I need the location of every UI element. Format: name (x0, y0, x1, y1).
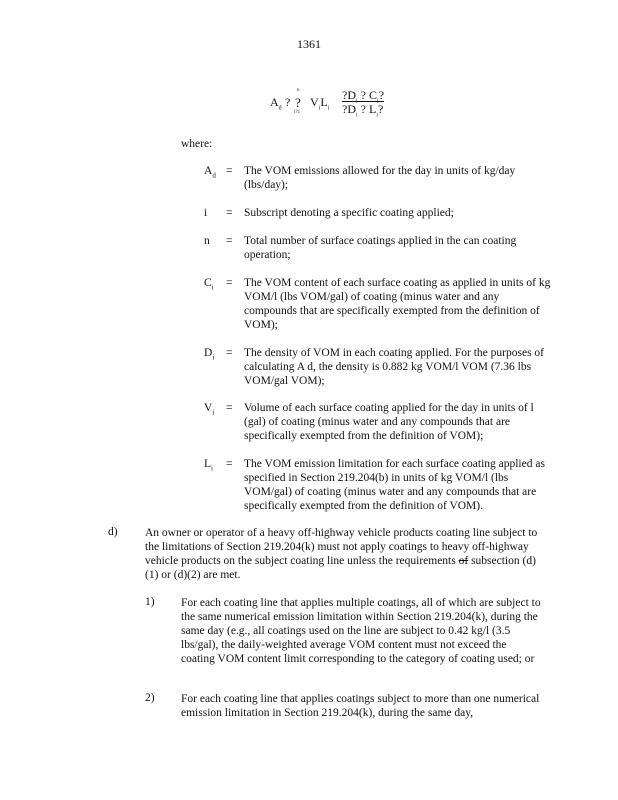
equals-sign: = (226, 402, 233, 414)
definition-symbol: $A_d$ (204, 165, 216, 180)
emission-formula (270, 88, 430, 122)
struck-text: of (458, 555, 469, 567)
definition-text: Volume of each surface coating applied for the day in units of l (gal) of coating (minus water and any compounds that are specifically exempted from the definition of VOM); (244, 402, 534, 442)
formula-sum-top: n (297, 88, 300, 93)
definition-symbol: i (204, 207, 208, 219)
formula-sum-symbol: ? (295, 95, 301, 110)
formula-operator: ? (285, 95, 291, 109)
definition-symbol: $C_i$ (204, 277, 214, 292)
where-label: where: (181, 138, 213, 150)
formula-numerator: $?D_i$ ? $C_i$? (342, 88, 385, 105)
definition-text: The density of VOM in each coating applied. For the purposes of calculating A d, the density is 0.882 kg VOM/l VOM (7.36 lbs VOM/gal VOM); (244, 347, 544, 387)
formula-lhs: $A_d$ (270, 95, 282, 112)
sub-item-2-label: 2) (145, 692, 155, 704)
page-number: 1361 (297, 37, 321, 51)
item-d-label: d) (108, 526, 118, 538)
equals-sign: = (226, 458, 233, 470)
sub-item-1-text: For each coating line that applies multiple coatings, all of which are subject to the same numerical emission limitation within Section 219.204(k), during the same day (e.g., all coatings used on the line are subject to 0.42 kg/l (3.5 lbs/gal), the daily-weighted average VOM content must not exceed the coating VOM content limit corresponding to the category of coating used; or (181, 597, 541, 665)
definition-symbol: $D_i$ (204, 347, 215, 362)
equals-sign: = (226, 207, 233, 219)
equals-sign: = (226, 277, 233, 289)
equals-sign: = (226, 165, 233, 177)
equals-sign: = (226, 347, 233, 359)
item-d-text: An owner or operator of a heavy off-highway vehicle products coating line subject to the limitations of Section 219.204(k) must not apply coatings to heavy off-highway vehicle products on the subject coating line unless the requirements of subsection (d)(1) or (d)(2) are met. (145, 527, 538, 581)
definition-text: The VOM emission limitation for each surface coating applied as specified in Section 219.204(b) in units of kg VOM/l (lbs VOM/gal) of coating (minus water and any compounds that are specifically exempted from the definition of VOM). (244, 458, 545, 512)
sub-item-1-label: 1) (145, 596, 155, 608)
definition-text: Subscript denoting a specific coating applied; (244, 207, 454, 219)
sub-item-2-text: For each coating line that applies coatings subject to more than one numerical emission limitation in Section 219.204(k), during the same day, (181, 693, 540, 719)
formula-denominator: $?D_i$ ? $L_i$? (342, 102, 384, 119)
definition-symbol: $V_i$ (204, 402, 215, 417)
definition-text: The VOM content of each surface coating as applied in units of kg VOM/l (lbs VOM/gal) of coating (minus water and any compounds that are specifically exempted from the definition of VOM); (244, 277, 551, 331)
formula-term: $V_iL_i$ (310, 95, 330, 112)
definition-text: Total number of surface coatings applied in the can coating operation; (244, 235, 517, 261)
definition-symbol: n (204, 235, 210, 247)
definition-text: The VOM emissions allowed for the day in units of kg/day (lbs/day); (244, 165, 516, 191)
formula-sum-bottom: i?1 (294, 110, 301, 115)
equals-sign: = (226, 235, 233, 247)
definition-symbol: $L_i$ (204, 458, 213, 473)
